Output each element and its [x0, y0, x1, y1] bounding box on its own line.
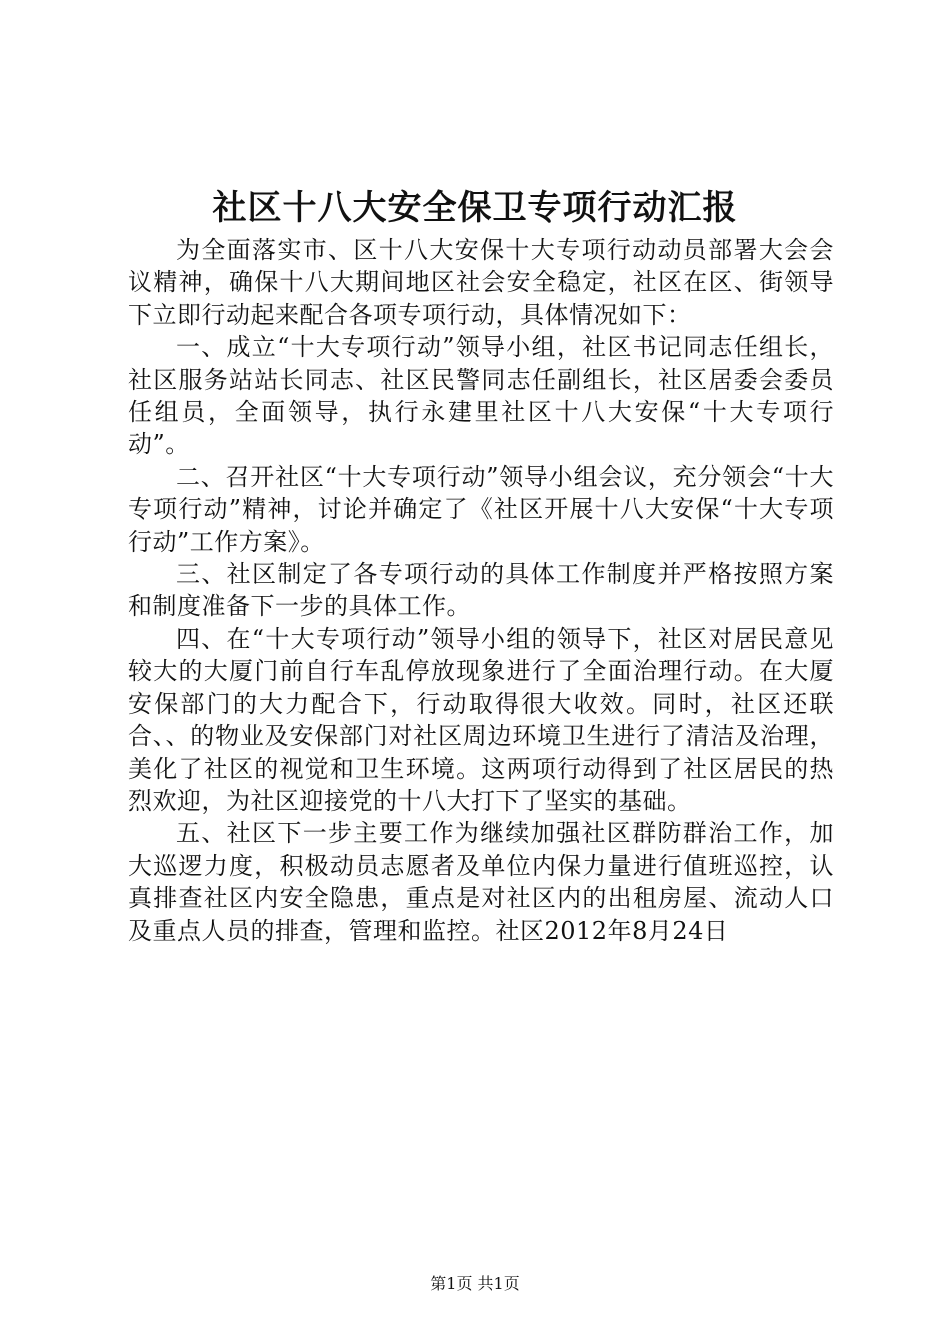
intro-paragraph: 为全面落实市、区十八大安保十大专项行动动员部署大会会议精神，确保十八大期间地区社会安全稳定，社区在区、街领导下立即行动起来配合各项专项行动，具体情况如下：: [128, 236, 834, 329]
paragraph-4-governance-actions: 四、在“十大专项行动”领导小组的领导下，社区对居民意见较大的大厦门前自行车乱停放现象进行了全面治理行动。在大厦安保部门的大力配合下，行动取得很大收效。同时，社区还联合、、的物业及安保部门对社区周边环境卫生进行了清洁及治理，美化了社区的视觉和卫生环境。这两项行动得到了社区居民的热烈欢迎，为社区迎接党的十八大打下了坚实的基础。: [128, 624, 834, 815]
paragraph-3-work-system: 三、社区制定了各专项行动的具体工作制度并严格按照方案和制度准备下一步的具体工作。: [128, 560, 834, 621]
paragraph-2-group-meeting: 二、召开社区“十大专项行动”领导小组会议，充分领会“十大专项行动”精神，讨论并确定了《社区开展十八大安保“十大专项行动”工作方案》。: [128, 462, 834, 556]
document-body: [128, 234, 834, 947]
paragraph-1-leadership-group: 一、成立“十大专项行动”领导小组，社区书记同志任组长，社区服务站站长同志、社区民警同志任副组长，社区居委会委员任组员，全面领导，执行永建里社区十八大安保“十大专项行动”。: [128, 333, 834, 459]
paragraph-5-next-steps: 五、社区下一步主要工作为继续加强社区群防群治工作，加大巡逻力度，积极动员志愿者及单位内保力量进行值班巡控，认真排查社区内安全隐患，重点是对社区内的出租房屋、流动人口及重点人员的排查，管理和监控。社区2012年8月24日: [128, 819, 834, 945]
document-title: 社区十八大安全保卫专项行动汇报: [212, 188, 738, 228]
page-footer: 第1页 共1页: [430, 1274, 520, 1293]
